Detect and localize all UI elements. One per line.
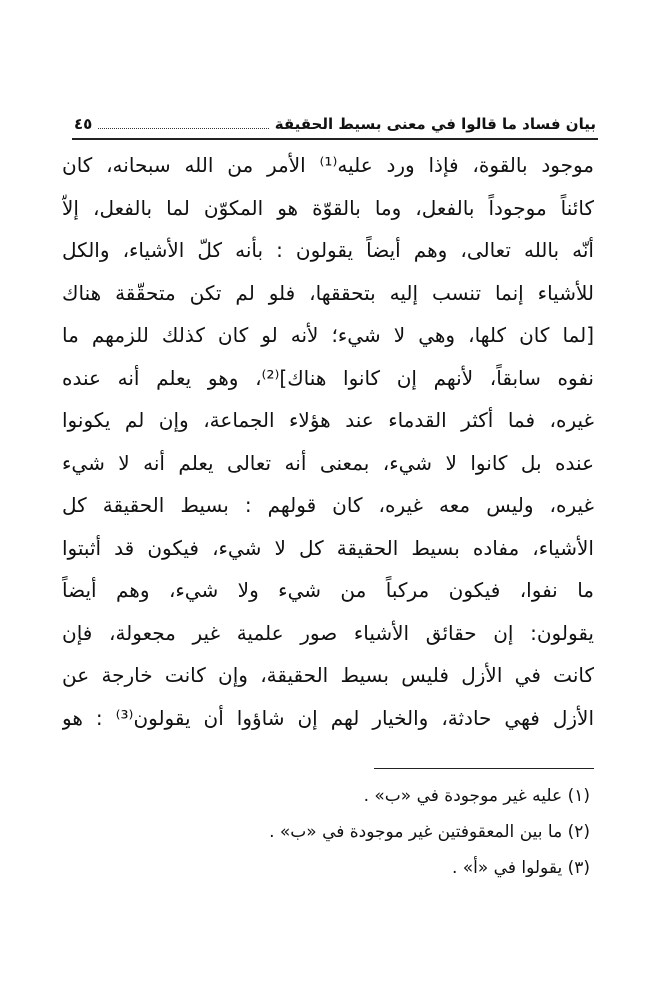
footnote-1: (١) عليه غير موجودة في «ب» . [363,786,590,806]
footnote-3: (٣) يقولوا في «أ» . [451,858,590,878]
body-line: الأزل فهي حادثة، والخيار لهم إن شاؤوا أن يقولون⁽³⁾ : هو [62,705,594,730]
body-line: كانت في الأزل فليس بسيط الحقيقة، وإن كانت خارجة عن [62,663,594,687]
running-header [74,108,596,134]
body-line: للأشياء إنما تنسب إليه بتحققها، فلو لم تكن متحقّقة هناك [62,280,594,305]
body-line: الأشياء، مفاده بسيط الحقيقة كل لا شيء، فيكون قد أثبتوا [62,535,594,560]
body-line: أنّه بالله تعالى، وهم أيضاً يقولون : بأنه كلّ الأشياء، والكل [62,238,594,262]
footnote-rule [374,768,594,769]
body-line: موجود بالقوة، فإذا ورد عليه⁽¹⁾ الأمر من الله سبحانه، كان [62,153,594,177]
body-line: عنده بل كانوا لا شيء، بمعنى أنه تعالى يعلم أنه لا شيء [62,450,594,475]
body-line: نفوه سابقاً، لأنهم إن كانوا هناك]⁽²⁾، وهو يعلم أنه عنده [62,365,594,390]
header-rule [72,138,598,140]
body-line: كائناً موجوداً بالفعل، وما بالقوّة هو المكوّن لما بالفعل، إلاّ [62,195,594,220]
body-text [62,144,594,739]
body-line: يقولون: إن حقائق الأشياء صور علمية غير مجعولة، فإن [62,620,594,645]
body-line: غيره، فما أكثر القدماء عند هؤلاء الجماعة، وإن لم يكونوا [62,408,594,432]
body-line: غيره، وليس معه غيره، كان قولهم : بسيط الحقيقة كل [62,493,594,517]
body-line: [لما كان كلها، وهي لا شيء؛ لأنه لو كان كذلك للزمهم ما [62,323,594,347]
running-title: بيان فساد ما قالوا في معنى بسيط الحقيقة [274,115,596,133]
page-number: ٤٥ [74,115,93,133]
leader-dots [98,127,268,129]
footnote-2: (٢) ما بين المعقوفتين غير موجودة في «ب» . [269,822,590,842]
body-line: ما نفوا، فيكون مركباً من شيء ولا شيء، وهم أيضاً [62,578,594,602]
footnotes [70,778,590,886]
